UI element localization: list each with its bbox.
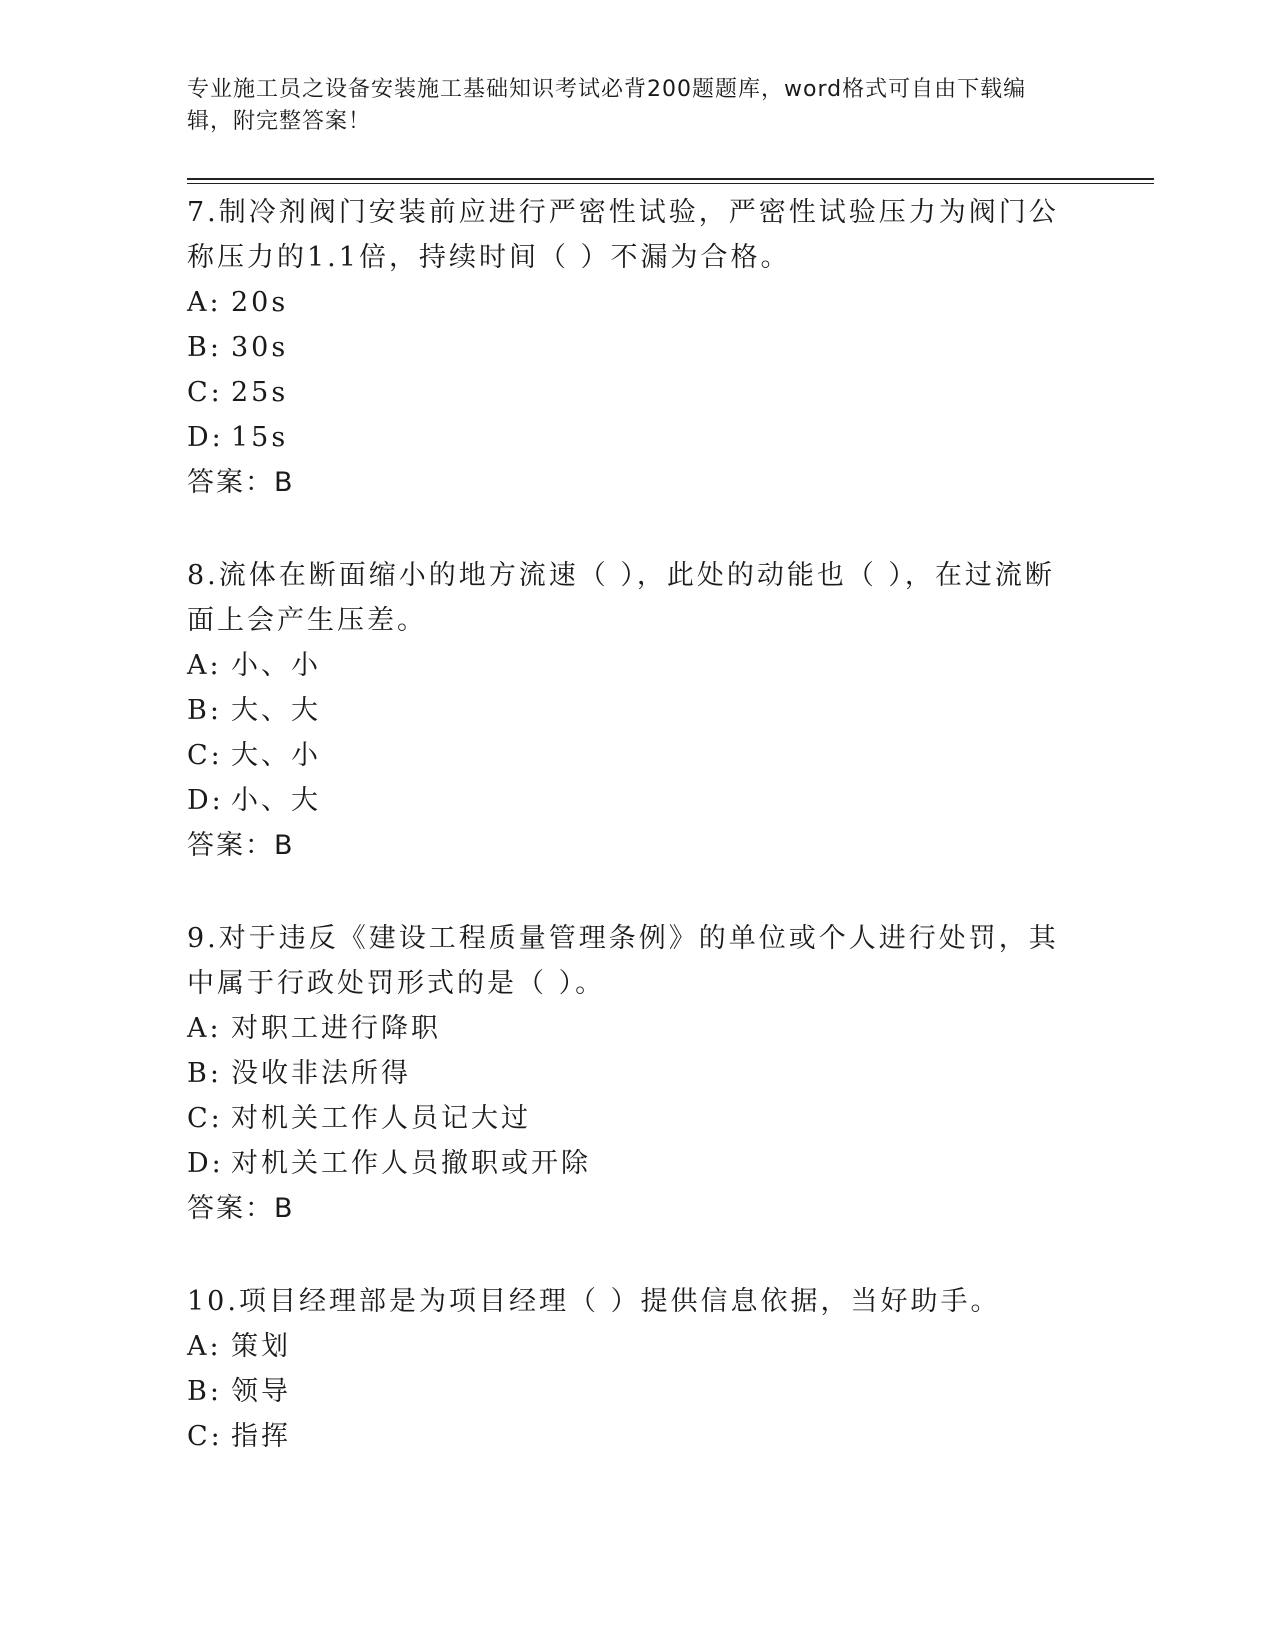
option-text: 大、小	[231, 740, 321, 771]
option-c	[187, 733, 1067, 778]
option-letter: A:	[187, 287, 222, 318]
question-text: 8.流体在断面缩小的地方流速（ ），此处的动能也（ ），在过流断面上会产生压差。	[187, 560, 1055, 636]
option-c	[187, 1414, 1067, 1459]
option-b	[187, 1051, 1067, 1096]
option-b	[187, 688, 1067, 733]
option-letter: C:	[187, 740, 223, 771]
option-a	[187, 1324, 1067, 1369]
question-text: 9.对于违反《建设工程质量管理条例》的单位或个人进行处罚，其中属于行政处罚形式的是（ ）。	[187, 923, 1059, 999]
header-rule-thin	[187, 183, 1154, 184]
question-7	[187, 190, 1067, 505]
option-b	[187, 1369, 1067, 1414]
option-letter: D:	[187, 1148, 224, 1179]
option-letter: A:	[187, 1331, 222, 1362]
option-c	[187, 1096, 1067, 1141]
option-letter: D:	[187, 422, 224, 453]
option-letter: C:	[187, 1421, 223, 1452]
option-letter: B:	[187, 332, 222, 363]
question-10	[187, 1279, 1067, 1459]
answer-line: 答案：B	[187, 830, 295, 861]
option-letter: B:	[187, 1058, 222, 1089]
option-letter: C:	[187, 1103, 223, 1134]
option-a	[187, 643, 1067, 688]
option-text: 策划	[231, 1331, 291, 1362]
option-letter: B:	[187, 1376, 222, 1407]
option-d	[187, 1141, 1067, 1186]
option-text: 指挥	[231, 1421, 291, 1452]
option-text: 小、大	[231, 785, 321, 816]
option-b	[187, 325, 1067, 370]
option-text: 领导	[231, 1376, 291, 1407]
question-text: 10.项目经理部是为项目经理（ ）提供信息依据，当好助手。	[187, 1286, 1001, 1317]
question-9	[187, 916, 1067, 1231]
option-d	[187, 778, 1067, 823]
option-c	[187, 370, 1067, 415]
option-text: 15s	[231, 422, 289, 453]
option-text: 对机关工作人员撤职或开除	[231, 1148, 591, 1179]
answer-line: 答案：B	[187, 467, 295, 498]
option-text: 对机关工作人员记大过	[231, 1103, 531, 1134]
option-text: 对职工进行降职	[231, 1013, 441, 1044]
option-d	[187, 415, 1067, 460]
option-text: 小、小	[231, 650, 321, 681]
answer-line: 答案：B	[187, 1193, 295, 1224]
document-header: 专业施工员之设备安装施工基础知识考试必背200题题库，word格式可自由下载编辑，附完整答案！	[187, 77, 1027, 134]
question-text: 7.制冷剂阀门安装前应进行严密性试验，严密性试验压力为阀门公称压力的1.1倍，持续时间（ ）不漏为合格。	[187, 197, 1059, 273]
option-letter: D:	[187, 785, 224, 816]
question-8	[187, 553, 1067, 868]
question-list	[187, 190, 1067, 1507]
option-text: 30s	[231, 332, 289, 363]
option-letter: A:	[187, 1013, 222, 1044]
option-text: 25s	[231, 377, 289, 408]
option-letter: C:	[187, 377, 223, 408]
header-rule-thick	[187, 178, 1154, 180]
option-text: 20s	[231, 287, 289, 318]
option-a	[187, 1006, 1067, 1051]
option-letter: A:	[187, 650, 222, 681]
option-text: 没收非法所得	[231, 1058, 411, 1089]
option-letter: B:	[187, 695, 222, 726]
option-text: 大、大	[231, 695, 321, 726]
option-a	[187, 280, 1067, 325]
